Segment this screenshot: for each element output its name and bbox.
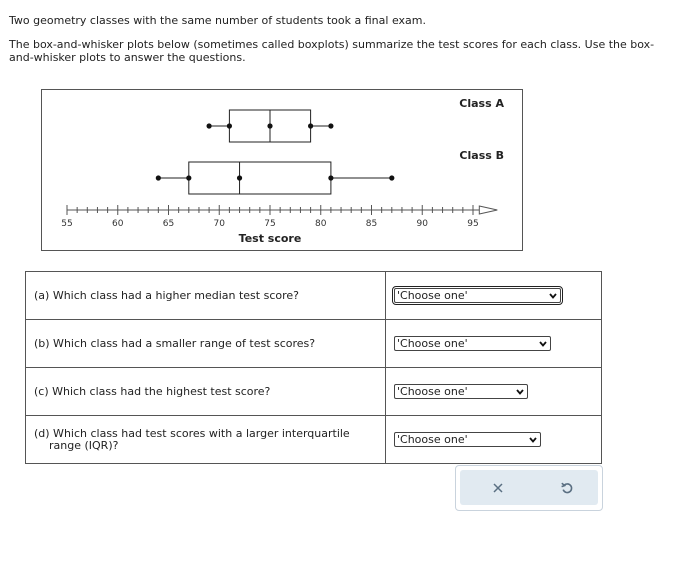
question-text: (b) Which class had a smaller range of test scores? bbox=[34, 336, 316, 350]
answer-cell bbox=[386, 416, 602, 464]
intro-line-1: Two geometry classes with the same number of students took a final exam. bbox=[9, 14, 426, 27]
answer-cell bbox=[386, 320, 602, 368]
answer-c-select[interactable] bbox=[394, 384, 528, 399]
answer-d-select[interactable] bbox=[394, 432, 541, 447]
class-b-label: Class B bbox=[459, 149, 504, 162]
class-a-point bbox=[328, 123, 333, 128]
question-text: (d) Which class had test scores with a larger interquartile range (IQR)? bbox=[34, 426, 350, 452]
tick-label: 70 bbox=[213, 219, 225, 229]
answer-cell bbox=[386, 368, 602, 416]
tick-label: 85 bbox=[365, 219, 378, 229]
reset-button[interactable] bbox=[558, 479, 576, 497]
table-row bbox=[26, 272, 602, 320]
answer-b-select[interactable] bbox=[394, 336, 551, 351]
boxplot-figure bbox=[41, 89, 523, 251]
chevron-down-icon bbox=[516, 389, 524, 395]
chevron-down-icon bbox=[549, 293, 557, 299]
tick-label: 55 bbox=[61, 219, 73, 229]
tick-label: 90 bbox=[416, 219, 428, 229]
tick-label: 95 bbox=[467, 219, 479, 229]
class-a-point bbox=[267, 123, 272, 128]
class-a-point bbox=[207, 123, 212, 128]
x-axis-title: Test score bbox=[238, 232, 302, 245]
chevron-down-icon bbox=[539, 341, 547, 347]
select-value: 'Choose one' bbox=[397, 336, 468, 350]
clear-button[interactable] bbox=[489, 479, 507, 497]
tick-label: 80 bbox=[315, 219, 327, 229]
class-b-point bbox=[156, 175, 161, 180]
question-a bbox=[26, 272, 386, 320]
class-b-point bbox=[186, 175, 191, 180]
answer-cell bbox=[386, 272, 602, 320]
chevron-down-icon bbox=[529, 437, 537, 443]
table-row bbox=[26, 416, 602, 464]
tick-label: 75 bbox=[264, 219, 276, 229]
class-b-point bbox=[389, 175, 394, 180]
intro-text bbox=[9, 14, 659, 75]
class-b-box bbox=[189, 162, 331, 194]
class-a-point bbox=[308, 123, 313, 128]
class-b-point bbox=[328, 175, 333, 180]
boxplot-chart bbox=[42, 90, 522, 250]
table-row bbox=[26, 320, 602, 368]
tick-label: 60 bbox=[112, 219, 124, 229]
question-c bbox=[26, 368, 386, 416]
answer-a-select[interactable] bbox=[394, 288, 561, 303]
tick-label: 65 bbox=[162, 219, 175, 229]
question-d bbox=[26, 416, 386, 464]
select-value: 'Choose one' bbox=[397, 384, 468, 398]
question-b bbox=[26, 320, 386, 368]
questions-table bbox=[25, 271, 602, 464]
x-icon bbox=[492, 482, 504, 494]
select-value: 'Choose one' bbox=[397, 288, 468, 302]
question-text: (a) Which class had a higher median test score? bbox=[34, 288, 299, 302]
action-bar-inner bbox=[460, 470, 598, 505]
undo-icon bbox=[560, 481, 574, 495]
axis-arrow-icon bbox=[479, 206, 497, 214]
class-a-point bbox=[227, 123, 232, 128]
class-b-point bbox=[237, 175, 242, 180]
question-text: (c) Which class had the highest test score? bbox=[34, 384, 271, 398]
intro-line-2: The box-and-whisker plots below (sometimes called boxplots) summarize the test scores for each class. Use the box-and-whisker plots to answer the questions. bbox=[9, 38, 655, 64]
select-value: 'Choose one' bbox=[397, 432, 468, 446]
class-a-label: Class A bbox=[459, 97, 504, 110]
table-row bbox=[26, 368, 602, 416]
action-bar bbox=[455, 465, 603, 511]
